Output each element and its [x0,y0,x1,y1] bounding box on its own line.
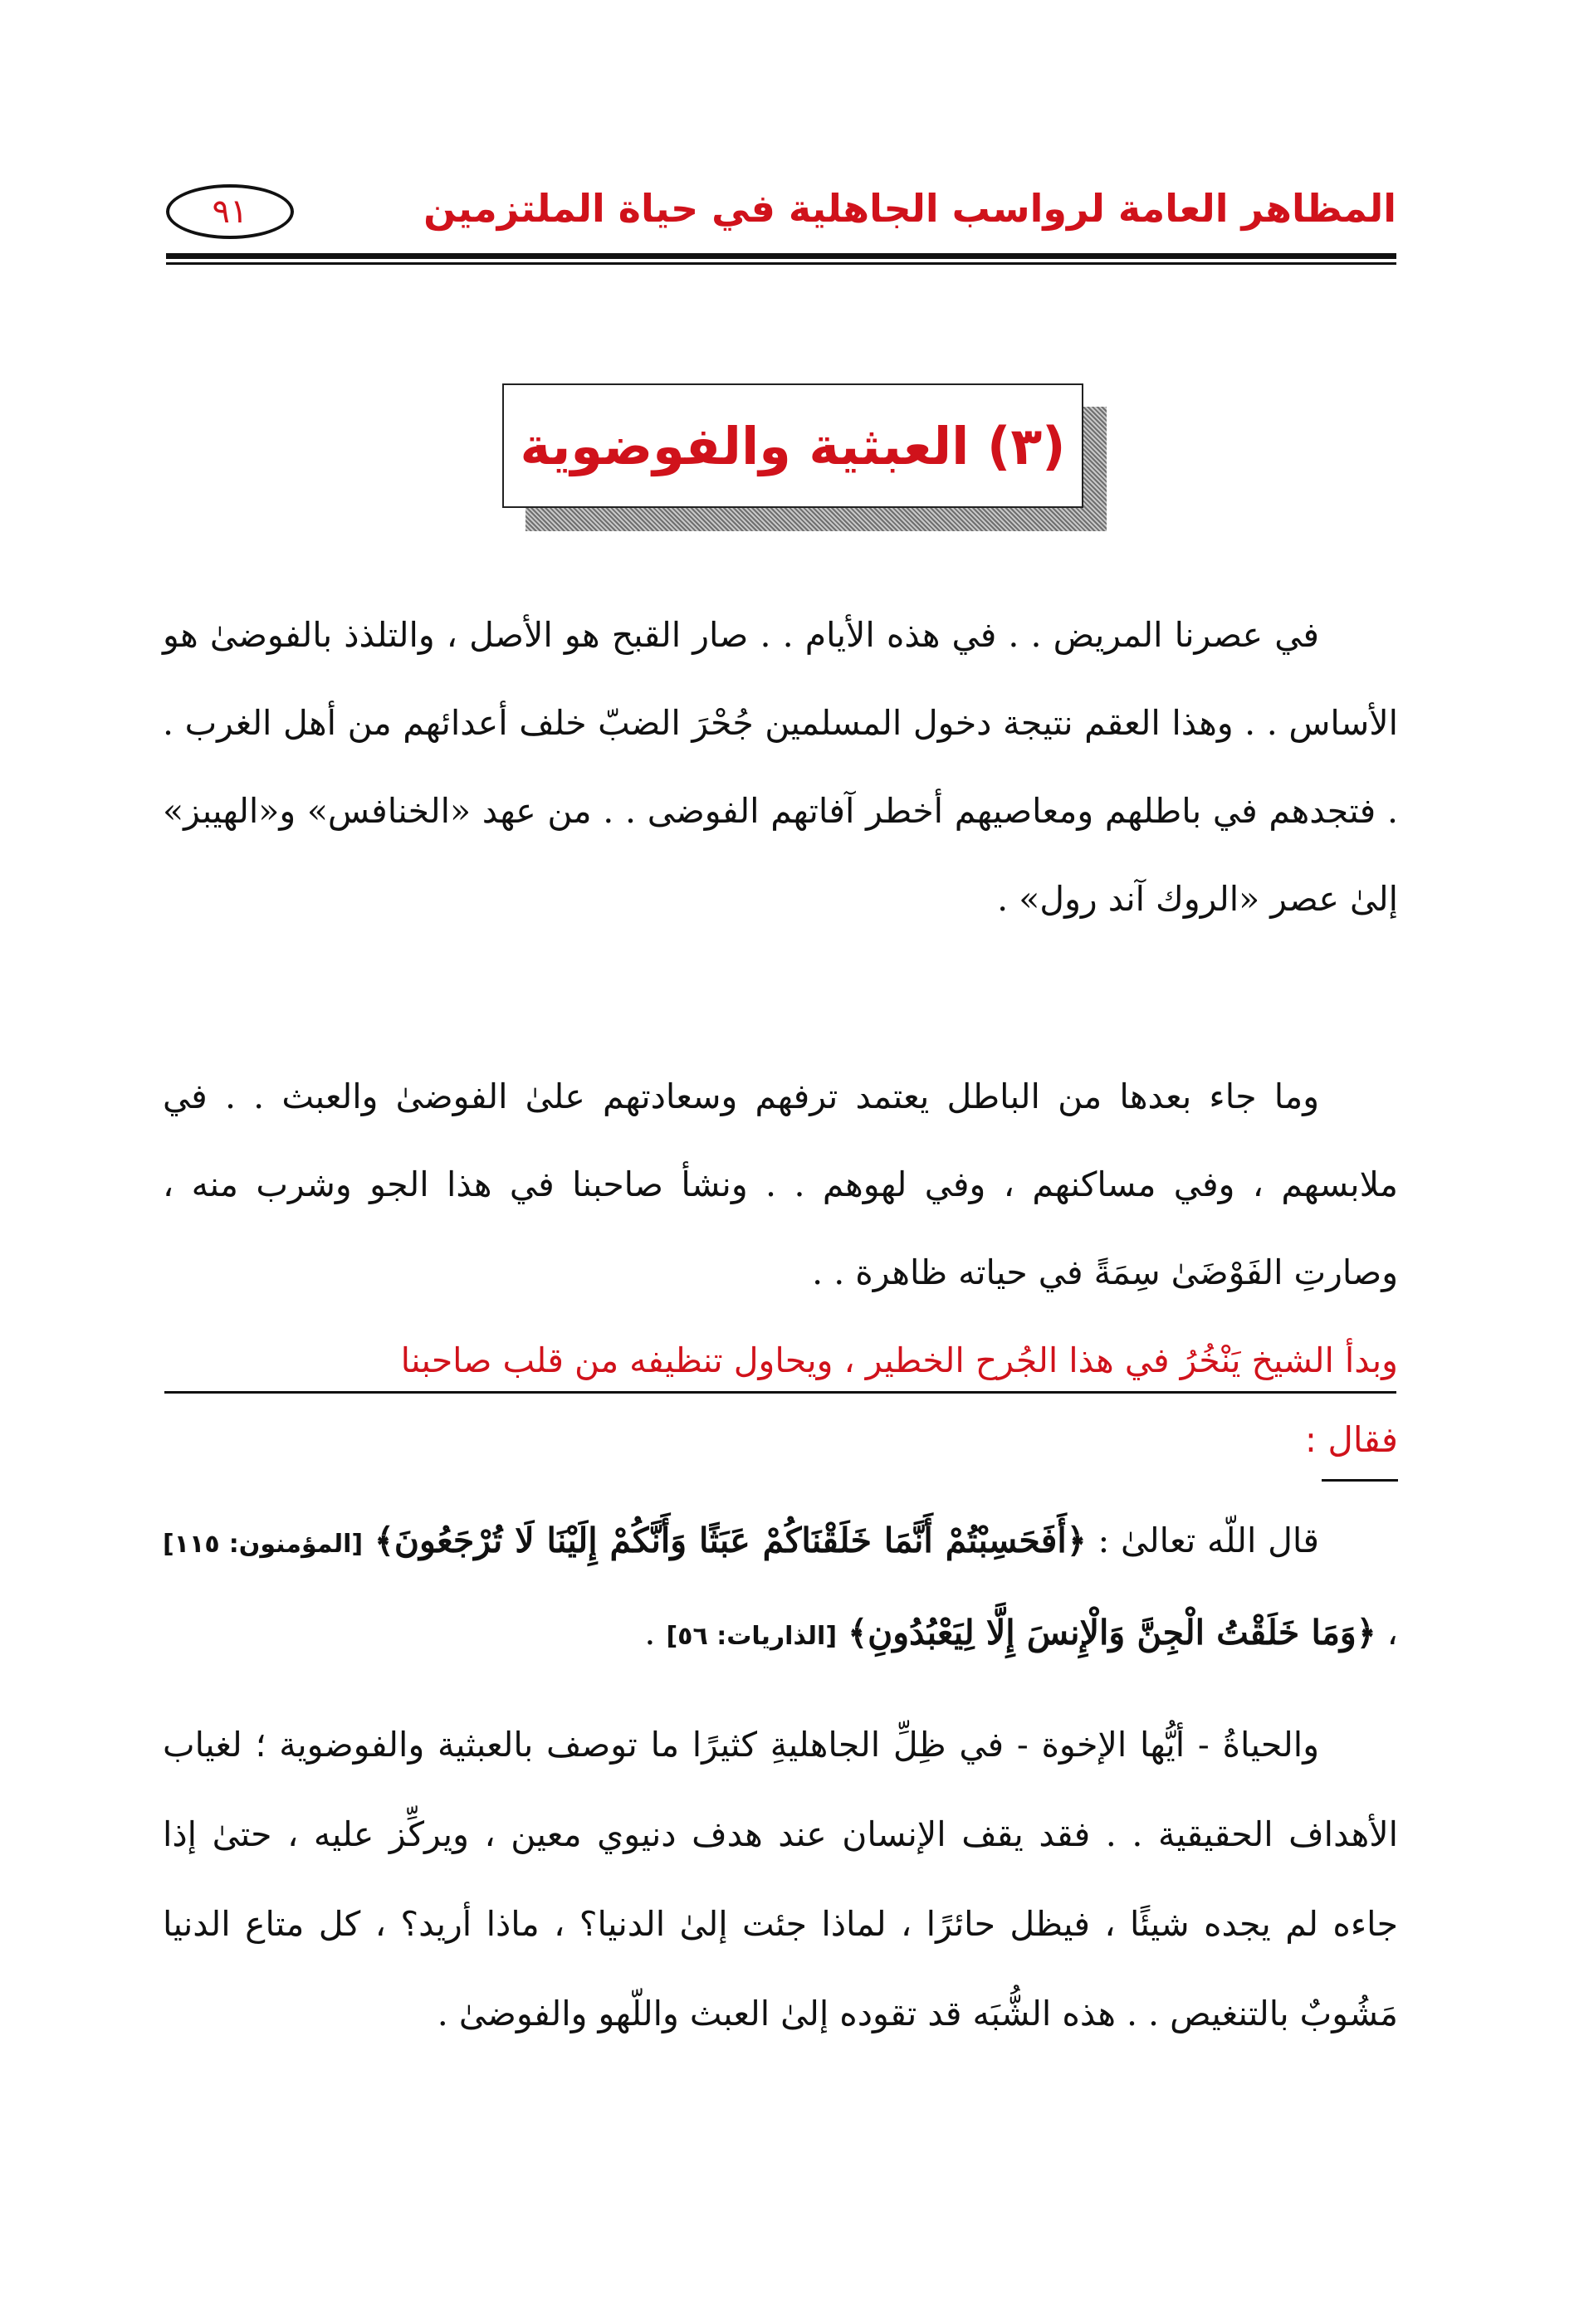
page-number: ٩١ [166,184,294,239]
paragraph-1: في عصرنا المريض . . في هذه الأيام . . صار القبح هو الأصل ، والتلذذ بالفوضىٰ هو الأساس . . وهذا العقم نتيجة دخول المسلمين جُحْرَ الضبّ خلف أعدائهم من أهل الغرب . . فتجدهم في باطلهم ومعاصيهم أخطر آفاتهم الفوضى . . من عهد «الخنافس» و«الهيبز» إلىٰ عصر «الروك آند رول» . [163,615,1398,919]
faqal-underline [1322,1479,1398,1482]
section-title: (٣) العبثية والفوضوية [520,415,1066,476]
header-divider-thin [166,262,1396,265]
running-title: المظاهر العامة لرواسب الجاهلية في حياة الملتزمين [423,186,1396,231]
highlight-underline [164,1391,1396,1394]
quran-intro: قال اللّه تعالىٰ : [1086,1521,1319,1560]
quran-ref-2: [الذاريات: ٥٦] [666,1622,838,1651]
paragraph-3-end: . [644,1613,667,1653]
faqal-label: فقال : [1304,1419,1398,1460]
paragraph-2-text: وما جاء بعدها من الباطل يعتمد ترفهم وسعادتهم علىٰ الفوضىٰ والعبث . . في ملابسهم ، وفي مساكنهم ، وفي لهوهم . . ونشأ صاحبنا في هذا الجو وشرب منه ، وصارتِ الفَوْضَىٰ سِمَةً في حياته ظاهرة . . [163,1077,1398,1292]
header-divider [166,253,1396,266]
faqal-block [1305,1411,1398,1469]
quran-separator: ، [1376,1613,1398,1653]
paragraph-2 [163,1052,1398,1404]
paragraph-3 [163,1496,1398,1681]
quran-ref-1: [المؤمنون: ١١٥] [163,1530,364,1559]
paragraph-2-highlight: وبدأ الشيخ يَنْخُرُ في هذا الجُرح الخطير ، ويحاول تنظيفه من قلب صاحبنا [400,1340,1398,1380]
running-header [166,166,1396,266]
header-divider-thick [166,253,1396,259]
section-title-box [502,383,1108,531]
paragraph-4: والحياةُ - أيُّها الإخوة - في ظِلِّ الجاهليةِ كثيرًا ما توصف بالعبثية والفوضوية ؛ لغياب الأهداف الحقيقية . . فقد يقف الإنسان عند هدف دنيوي معين ، ويركِّز عليه ، حتىٰ إذا جاءه لم يجده شيئًا ، فيظل حائرًا ، لماذا جئت إلىٰ الدنيا؟ ، ماذا أريد؟ ، كل متاع الدنيا مَشُوبٌ بالتنغيص . . هذه الشُّبَه قد تقوده إلىٰ العبث واللّهو والفوضىٰ . [163,1725,1398,2034]
section-title-frame [502,383,1083,508]
quran-verse-2: ﴿وَمَا خَلَقْتُ الْجِنَّ وَالْإِنسَ إِلَّا لِيَعْبُدُونِ﴾ [848,1613,1376,1653]
quran-verse-1: ﴿أَفَحَسِبْتُمْ أَنَّمَا خَلَقْنَاكُمْ عَبَثًا وَأَنَّكُمْ إِلَيْنَا لَا تُرْجَعُونَ﴾ [374,1521,1087,1560]
